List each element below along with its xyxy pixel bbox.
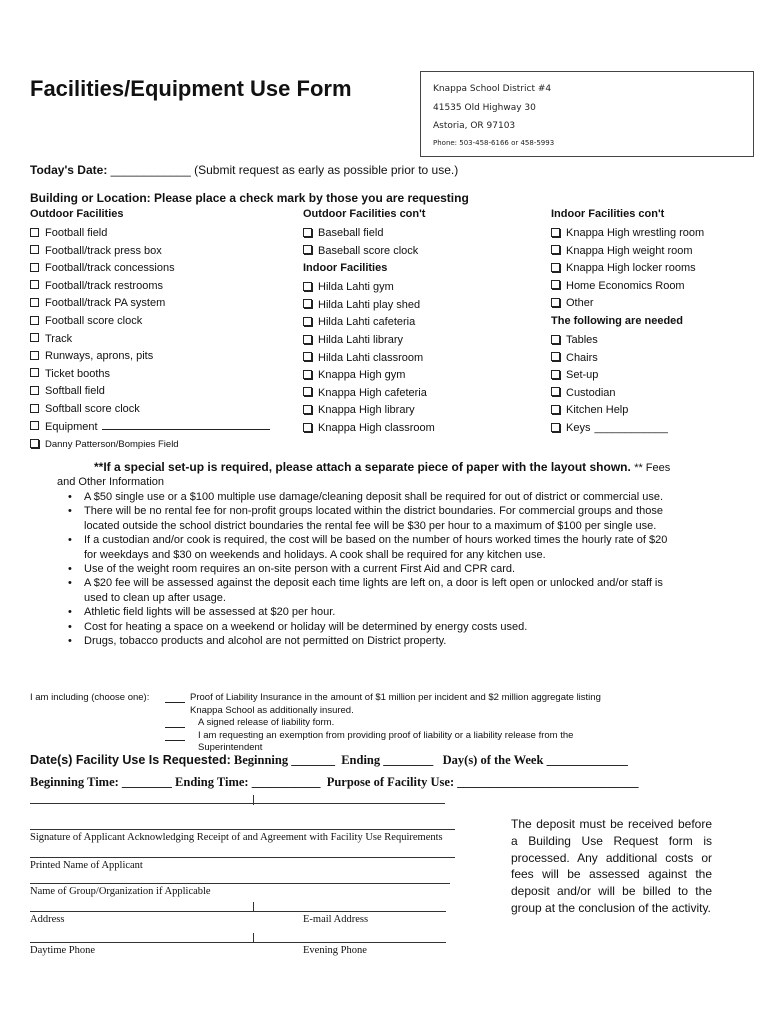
purpose-line[interactable] bbox=[30, 803, 445, 804]
phone-line[interactable] bbox=[30, 942, 446, 943]
checkbox[interactable] bbox=[303, 387, 312, 396]
checkbox-label: Baseball field bbox=[318, 227, 384, 239]
checkbox[interactable] bbox=[30, 386, 39, 395]
checkbox-label: Football/track restrooms bbox=[45, 279, 163, 292]
checkbox-label: Hilda Lahti gym bbox=[318, 281, 394, 294]
including-options bbox=[165, 692, 635, 755]
list-item[interactable] bbox=[303, 225, 435, 243]
checkbox[interactable] bbox=[551, 352, 560, 361]
building-heading: Building or Location: Please place a check mark by those you are requesting bbox=[30, 191, 469, 205]
checkbox-label: Baseball score clock bbox=[318, 244, 419, 257]
bullet-dot: • bbox=[68, 491, 72, 503]
street-address: 41535 Old Highway 30 bbox=[433, 103, 536, 113]
checkbox[interactable] bbox=[551, 335, 560, 344]
checkbox[interactable] bbox=[551, 263, 560, 272]
days-label: Day(s) of the Week bbox=[442, 753, 544, 767]
days-field[interactable]: _____________ bbox=[546, 753, 628, 767]
list-item[interactable] bbox=[303, 350, 435, 368]
list-item[interactable] bbox=[551, 332, 704, 350]
list-item[interactable] bbox=[30, 260, 270, 278]
option-text: I am requesting an exemption from providing proof of liability or a liability release from the Superintendent bbox=[198, 729, 574, 753]
rule-bullet bbox=[62, 620, 672, 634]
bullet-dot: • bbox=[68, 563, 72, 576]
checkbox[interactable] bbox=[30, 333, 39, 342]
list-item[interactable] bbox=[303, 402, 435, 420]
checkbox[interactable] bbox=[303, 245, 312, 254]
list-item[interactable] bbox=[303, 314, 435, 332]
needed-heading: The following are needed bbox=[551, 314, 684, 327]
including-label: I am including (choose one): bbox=[30, 692, 150, 703]
checkbox[interactable] bbox=[303, 299, 312, 308]
checkbox-label: Keys bbox=[566, 421, 591, 434]
checkbox[interactable] bbox=[303, 405, 312, 414]
option-text: Proof of Liability Insurance in the amount of $1 million per incident and $2 million aggregate listing Knappa School as additionally insured. bbox=[190, 692, 601, 716]
checkbox-label: Chairs bbox=[566, 351, 598, 364]
checkbox-label: Tables bbox=[566, 333, 598, 346]
checkbox[interactable] bbox=[303, 335, 312, 344]
special-setup-text: **If a special set-up is required, please attach a separate piece of paper with the layout shown. bbox=[94, 460, 631, 474]
checkbox[interactable] bbox=[551, 405, 560, 414]
checkbox-label: Football/track PA system bbox=[45, 297, 166, 310]
checkbox[interactable] bbox=[30, 245, 39, 254]
rule-bullet bbox=[62, 634, 672, 648]
list-item[interactable] bbox=[30, 348, 270, 366]
checkbox-label: Football/track press box bbox=[45, 244, 162, 257]
indoor-facilities-heading: Indoor Facilities bbox=[303, 262, 388, 275]
checkbox[interactable] bbox=[551, 387, 560, 396]
list-item[interactable] bbox=[551, 225, 704, 243]
list-item[interactable] bbox=[30, 313, 270, 331]
including-option[interactable] bbox=[165, 730, 635, 755]
beginning-date-field[interactable]: _______ bbox=[291, 753, 335, 767]
district-address-box bbox=[420, 71, 754, 157]
purpose-field[interactable]: _____________________________ bbox=[457, 775, 639, 789]
printed-name-label: Printed Name of Applicant bbox=[30, 860, 143, 871]
list-item[interactable] bbox=[30, 225, 270, 243]
rule-text: A $20 fee will be assessed against the deposit each time lights are left on, a door is left open or unlocked and/or staff is used to clean up after usage. bbox=[84, 577, 663, 604]
checkbox-label: Softball field bbox=[45, 385, 105, 398]
checkbox-label: Hilda Lahti cafeteria bbox=[318, 316, 416, 329]
checkbox-label: Football field bbox=[45, 227, 108, 239]
todays-date-label: Today's Date: bbox=[30, 163, 108, 177]
list-item[interactable] bbox=[551, 350, 704, 368]
checkbox-label: Hilda Lahti play shed bbox=[318, 298, 421, 311]
checkbox[interactable] bbox=[30, 228, 39, 237]
rule-bullet bbox=[62, 576, 672, 605]
checkbox[interactable] bbox=[303, 423, 312, 432]
rule-text: A $50 single use or a $100 multiple use damage/cleaning deposit shall be required for out of district or commercial use. bbox=[84, 491, 664, 503]
group-name-line[interactable] bbox=[30, 883, 450, 884]
indoor-needs-column bbox=[551, 208, 704, 438]
extra-field-label: Danny Patterson/Bompies Field bbox=[45, 439, 179, 450]
daytime-phone-label: Daytime Phone bbox=[30, 945, 96, 956]
option-blank[interactable] bbox=[165, 702, 185, 703]
end-time-field[interactable]: ___________ bbox=[251, 775, 321, 789]
time-row bbox=[30, 775, 638, 790]
dates-row bbox=[30, 753, 628, 768]
outdoor-indoor-column bbox=[303, 208, 435, 438]
checkbox-label: Hilda Lahti classroom bbox=[318, 351, 424, 364]
option-blank[interactable] bbox=[165, 727, 185, 728]
signature-label: Signature of Applicant Acknowledging Receipt of and Agreement with Facility Use Requirements bbox=[30, 832, 443, 843]
checkbox-label: Custodian bbox=[566, 386, 616, 399]
column-heading: Indoor Facilities con't bbox=[551, 208, 665, 220]
address-line[interactable] bbox=[30, 911, 446, 912]
ending-label: Ending bbox=[341, 753, 381, 767]
rule-bullet bbox=[62, 562, 672, 576]
checkbox[interactable] bbox=[303, 317, 312, 326]
rule-bullet bbox=[62, 533, 672, 562]
bullet-dot: • bbox=[68, 534, 72, 547]
dates-label: Date(s) Facility Use Is Requested: bbox=[30, 753, 231, 767]
checkbox[interactable] bbox=[551, 245, 560, 254]
group-name-label: Name of Group/Organization if Applicable bbox=[30, 886, 211, 897]
list-item[interactable] bbox=[303, 332, 435, 350]
checkbox[interactable] bbox=[30, 316, 39, 325]
list-item[interactable] bbox=[30, 278, 270, 296]
list-item[interactable] bbox=[551, 243, 704, 261]
checkbox-label: Track bbox=[45, 332, 73, 345]
list-item[interactable] bbox=[551, 420, 704, 438]
end-time-label: Ending Time: bbox=[175, 775, 249, 789]
checkbox-label: Hilda Lahti library bbox=[318, 333, 403, 346]
rule-text: Athletic field lights will be assessed at $20 per hour. bbox=[84, 606, 336, 619]
deposit-note: The deposit must be received before a Building Use Request form is processed. Any additional costs or fees will be assessed against the deposit and/or will be billed to the group at the conclusion of the activity. bbox=[511, 817, 712, 915]
checkbox-label: Set-up bbox=[566, 369, 599, 382]
begin-time-label: Beginning Time: bbox=[30, 775, 119, 789]
divider-tick bbox=[253, 795, 254, 805]
address-label: Address bbox=[30, 914, 65, 925]
checkbox[interactable] bbox=[551, 298, 560, 307]
signature-line[interactable] bbox=[30, 829, 455, 830]
district-phone: Phone: 503-458-6166 or 458-5993 bbox=[433, 139, 555, 147]
checkbox-label: Knappa High cafeteria bbox=[318, 386, 427, 399]
list-item[interactable] bbox=[303, 297, 435, 315]
checkbox-label: Knappa High locker rooms bbox=[566, 262, 696, 275]
checkbox-label: Ticket booths bbox=[45, 367, 111, 380]
checkbox-label: Knappa High wrestling room bbox=[566, 227, 705, 239]
bullet-dot: • bbox=[68, 606, 72, 619]
text-field-underline[interactable] bbox=[102, 429, 270, 430]
column-heading: Outdoor Facilities con't bbox=[303, 208, 426, 220]
rule-text: Cost for heating a space on a weekend or holiday will be determined by energy costs used. bbox=[84, 620, 528, 633]
list-item[interactable] bbox=[551, 278, 704, 296]
checkbox-label: Knappa High gym bbox=[318, 369, 406, 382]
checkbox-label: Football score clock bbox=[45, 314, 143, 327]
checkbox[interactable] bbox=[30, 421, 39, 430]
including-option[interactable] bbox=[165, 717, 635, 730]
special-setup-note bbox=[94, 460, 670, 474]
list-item[interactable] bbox=[303, 385, 435, 403]
list-item[interactable] bbox=[551, 367, 704, 385]
beginning-label: Beginning bbox=[233, 753, 289, 767]
district-name: Knappa School District #4 bbox=[433, 84, 552, 94]
rule-bullet bbox=[62, 504, 672, 533]
checkbox[interactable] bbox=[30, 351, 39, 360]
checkbox[interactable] bbox=[551, 370, 560, 379]
checkbox-label: Home Economics Room bbox=[566, 279, 685, 292]
checkbox[interactable] bbox=[30, 439, 39, 448]
checkbox[interactable] bbox=[30, 368, 39, 377]
checkbox-label: Equipment bbox=[45, 420, 98, 433]
todays-date-row bbox=[30, 163, 458, 177]
checkbox[interactable] bbox=[551, 228, 560, 237]
rule-text: If a custodian and/or cook is required, the cost will be based on the number of hours worked times the hourly rate of $20 for weekdays and $30 on weekends and holidays. A cook shall be required for any kitchen use. bbox=[84, 534, 668, 561]
checkbox[interactable] bbox=[30, 263, 39, 272]
checkbox[interactable] bbox=[551, 280, 560, 289]
checkbox[interactable] bbox=[30, 404, 39, 413]
option-blank[interactable] bbox=[165, 740, 185, 741]
checkbox-label: Kitchen Help bbox=[566, 404, 629, 417]
list-item[interactable] bbox=[30, 331, 270, 349]
divider-tick bbox=[253, 902, 254, 912]
list-item[interactable] bbox=[30, 419, 270, 437]
begin-time-field[interactable]: ________ bbox=[121, 775, 172, 789]
printed-name-line[interactable] bbox=[30, 857, 455, 858]
todays-date-note: (Submit request as early as possible prior to use.) bbox=[194, 163, 459, 177]
checkbox[interactable] bbox=[303, 282, 312, 291]
ending-date-field[interactable]: ________ bbox=[383, 753, 434, 767]
list-item[interactable] bbox=[30, 366, 270, 384]
keys-field[interactable]: ____________ bbox=[594, 421, 668, 434]
bullet-dot: • bbox=[68, 635, 72, 648]
list-item[interactable] bbox=[303, 420, 435, 438]
list-item[interactable] bbox=[30, 295, 270, 313]
checkbox-label: Softball score clock bbox=[45, 402, 140, 415]
checkbox-label: Runways, aprons, pits bbox=[45, 350, 154, 363]
todays-date-field[interactable]: ____________ bbox=[110, 163, 191, 177]
bullet-dot: • bbox=[68, 505, 72, 518]
list-item[interactable] bbox=[30, 401, 270, 419]
form-title: Facilities/Equipment Use Form bbox=[30, 76, 352, 101]
list-item[interactable] bbox=[551, 295, 704, 313]
evening-phone-label: Evening Phone bbox=[303, 945, 367, 956]
checkbox-label: Other bbox=[566, 297, 594, 310]
list-item[interactable] bbox=[551, 402, 704, 420]
list-item[interactable] bbox=[551, 260, 704, 278]
checkbox[interactable] bbox=[30, 280, 39, 289]
checkbox[interactable] bbox=[303, 228, 312, 237]
divider-tick bbox=[253, 933, 254, 943]
list-item[interactable] bbox=[303, 367, 435, 385]
checkbox[interactable] bbox=[303, 370, 312, 379]
rule-bullet bbox=[62, 490, 672, 504]
bullet-dot: • bbox=[68, 620, 72, 633]
rule-text: Drugs, tobacco products and alcohol are not permitted on District property. bbox=[84, 635, 447, 648]
checkbox-label: Knappa High weight room bbox=[566, 244, 693, 257]
including-option[interactable] bbox=[165, 692, 635, 717]
list-item[interactable] bbox=[551, 385, 704, 403]
checkbox-label: Knappa High library bbox=[318, 404, 415, 417]
column-heading: Outdoor Facilities bbox=[30, 208, 124, 220]
email-label: E-mail Address bbox=[303, 914, 369, 925]
list-item[interactable] bbox=[30, 439, 179, 450]
list-item[interactable] bbox=[303, 279, 435, 297]
purpose-label: Purpose of Facility Use: bbox=[326, 775, 455, 789]
outdoor-facilities-column bbox=[30, 208, 270, 436]
checkbox[interactable] bbox=[30, 298, 39, 307]
checkbox-label: Football/track concessions bbox=[45, 262, 175, 275]
list-item[interactable] bbox=[30, 243, 270, 261]
option-text: A signed release of liability form. bbox=[198, 717, 335, 728]
other-info-label: and Other Information bbox=[57, 476, 165, 488]
checkbox[interactable] bbox=[551, 423, 560, 432]
checkbox[interactable] bbox=[303, 352, 312, 361]
bullet-dot: • bbox=[68, 577, 72, 590]
rule-text: Use of the weight room requires an on-site person with a current First Aid and CPR card. bbox=[84, 563, 516, 576]
checkbox-label: Knappa High classroom bbox=[318, 421, 435, 434]
list-item[interactable] bbox=[30, 383, 270, 401]
list-item[interactable] bbox=[303, 243, 435, 261]
fees-label: ** Fees bbox=[634, 462, 671, 474]
city-state-zip: Astoria, OR 97103 bbox=[433, 121, 516, 131]
rule-bullet bbox=[62, 605, 672, 619]
rule-text: There will be no rental fee for non-profit groups located within the district boundaries. For commercial groups and those located outside the school district boundaries the rental fee will be $30 per hour to a maximum of $100 per single use. bbox=[84, 505, 664, 532]
rules-list bbox=[62, 490, 672, 648]
